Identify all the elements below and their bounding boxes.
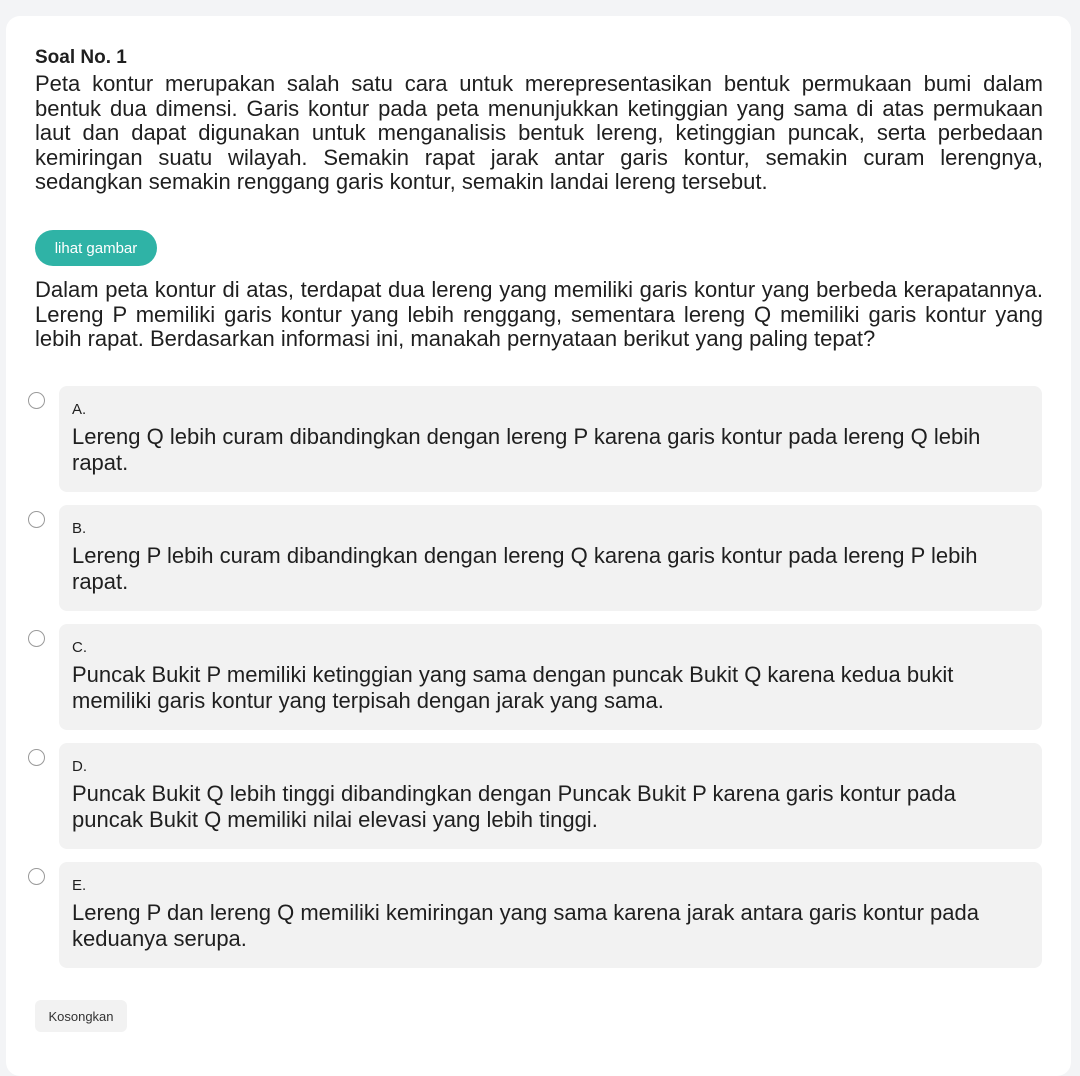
question-number: Soal No. 1 [35,47,127,68]
option-letter: B. [72,520,87,537]
option-e[interactable] [59,862,1042,968]
question-prompt: Dalam peta kontur di atas, terdapat dua lereng yang memiliki garis kontur yang berbeda kerapatannya. Lereng P memiliki garis kontur yang lebih renggang, sementara lereng Q memiliki garis kontur yang lebih rapat. Berdasarkan informasi ini, manakah pernyataan berikut yang paling tepat? [35,277,1043,351]
option-letter: A. [72,401,87,418]
radio-d[interactable] [28,749,45,766]
option-letter: E. [72,877,87,894]
option-d[interactable] [59,743,1042,849]
option-text: Puncak Bukit P memiliki ketinggian yang sama dengan puncak Bukit Q karena kedua bukit memiliki garis kontur yang terpisah dengan jarak yang sama. [72,662,954,713]
option-text: Puncak Bukit Q lebih tinggi dibandingkan dengan Puncak Bukit P karena garis kontur pada puncak Bukit Q memiliki nilai elevasi yang lebih tinggi. [72,781,956,832]
option-letter: C. [72,639,87,656]
radio-c[interactable] [28,630,45,647]
view-image-button[interactable]: lihat gambar [35,230,157,266]
question-card [6,16,1071,1076]
radio-e[interactable] [28,868,45,885]
option-text: Lereng P dan lereng Q memiliki kemiringan yang sama karena jarak antara garis kontur pada keduanya serupa. [72,900,979,951]
radio-a[interactable] [28,392,45,409]
option-letter: D. [72,758,87,775]
option-text: Lereng P lebih curam dibandingkan dengan lereng Q karena garis kontur pada lereng P lebih rapat. [72,543,978,594]
question-passage: Peta kontur merupakan salah satu cara untuk merepresentasikan bentuk permukaan bumi dalam bentuk dua dimensi. Garis kontur pada peta menunjukkan ketinggian yang sama di atas permukaan laut dan dapat digunakan untuk menganalisis bentuk lereng, ketinggian puncak, serta perbedaan kemiringan suatu wilayah. Semakin rapat jarak antar garis kontur, semakin curam lerengnya, sedangkan semakin renggang garis kontur, semakin landai lereng tersebut. [35,71,1043,194]
option-text: Lereng Q lebih curam dibandingkan dengan lereng P karena garis kontur pada lereng Q lebih rapat. [72,424,981,475]
option-c[interactable] [59,624,1042,730]
option-a[interactable] [59,386,1042,492]
clear-answer-button[interactable]: Kosongkan [35,1000,127,1032]
radio-b[interactable] [28,511,45,528]
option-b[interactable] [59,505,1042,611]
